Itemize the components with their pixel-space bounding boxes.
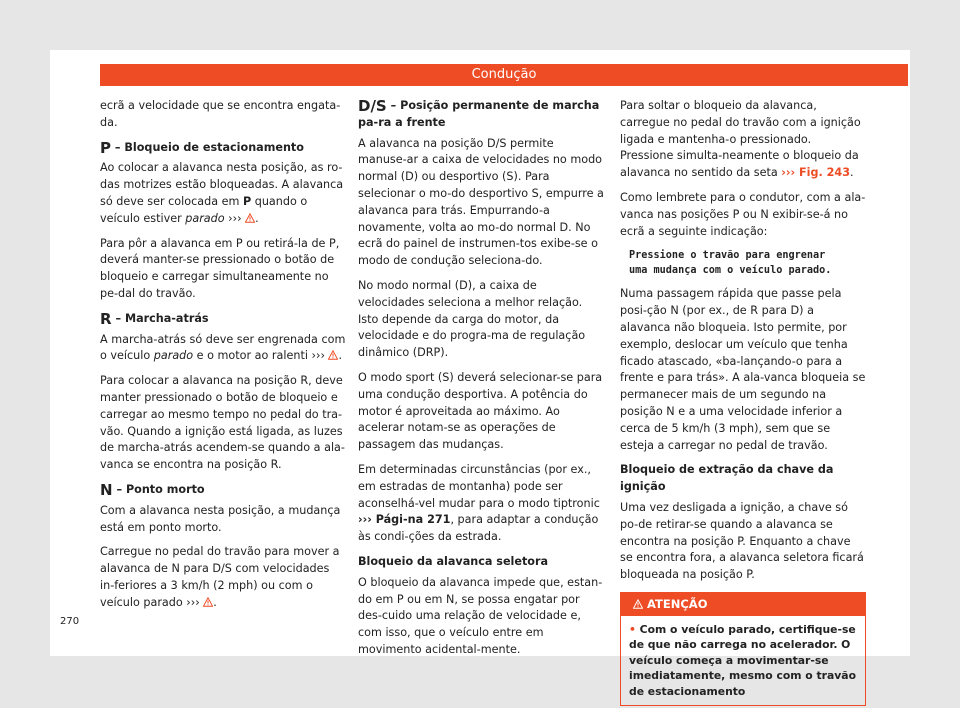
paragraph: Com a alavanca nesta posição, a mudança está em ponto morto. — [100, 503, 341, 534]
paragraph: O bloqueio da alavanca impede que, estan-do em P ou em N, se possa engatar por des-cuido uma relação de velocidade e, com isso, que o veículo entre em movimento acidental-mente. — [358, 575, 603, 656]
subheading-text: – Bloqueio de estacionamento — [111, 140, 304, 154]
manual-page — [50, 50, 910, 698]
text-run: parado — [153, 349, 194, 363]
text-run: Para soltar o bloqueio da alavanca, carregue no pedal do travão com a ignição ligada e mantenha-o pressionado. Pressione simulta-neamente o bloqueio da alavanca no sentido da seta — [620, 99, 861, 180]
paragraph: No modo normal (D), a caixa de velocidades seleciona a melhor relação. Isto depende da carga do motor, da velocidade e do progra-ma de regulação dinâmico (DRP). — [358, 278, 586, 360]
text-run: e o motor ao ralenti ››› — [193, 349, 329, 363]
subheading-text: – Ponto morto — [112, 482, 205, 496]
warning-triangle-icon[interactable] — [245, 213, 255, 223]
subheading: Bloqueio da alavanca seletora — [358, 554, 549, 568]
gear-p-glyph: P — [100, 138, 111, 157]
figure-link[interactable]: ››› Fig. 243 — [781, 166, 850, 180]
gear-n-glyph: N — [100, 480, 113, 499]
paragraph: A alavanca na posição D/S permite manuse-ar a caixa de velocidades no modo normal (D) ou desportivo (S). Para selecionar o mo-do desportivo S, empurre a alavanca para trás. Empurrando-a novamente, volta ao mo-do normal D. No ecrã do painel de instrumen-tos exibe-se o modo de condução seleciona-do. — [358, 136, 604, 268]
text-run: A marcha-atrás só deve ser engrenada com o veículo — [100, 332, 346, 363]
warning-triangle-icon[interactable] — [203, 597, 213, 607]
text-run: Carregue no pedal do travão para mover a alavanca de N para D/S com velocidades in-feriores a 3 km/h (2 mph) ou com o veículo parado ››› — [100, 545, 340, 609]
text-run: P — [242, 194, 252, 208]
paragraph: A marcha-atrás só deve ser engrenada com o veículo parado e o motor ao ralenti ››› . — [100, 332, 346, 363]
paragraph: Ao colocar a alavanca nesta posição, as ro-das motrizes estão bloqueadas. A alavanca só deve ser colocada em P quando o veículo estiver parado ››› . — [100, 161, 344, 225]
text-run: parado — [185, 211, 225, 225]
paragraph: Como lembrete para o condutor, com a ala-vanca nas posições P ou N exibir-se-á no ecrã a seguinte indicação: — [620, 190, 866, 238]
warning-text: Com o veículo parado, certifique-se de que não carrega no acelerador. O veículo começa a movimentar-se imediatamente, mesmo com o travão de estacionamento — [629, 622, 856, 698]
paragraph — [620, 98, 866, 182]
paragraph: Carregue no pedal do travão para mover a alavanca de N para D/S com velocidades in-feriores a 3 km/h (2 mph) ou com o veículo parado ››› . — [100, 545, 340, 609]
text-run: ››› — [224, 211, 246, 225]
page-number: 270 — [60, 616, 80, 627]
text-run: Ao colocar a alavanca nesta posição, as ro-das motrizes estão bloqueadas. A alavanca só deve ser colocada em — [100, 161, 344, 208]
column-middle — [358, 98, 604, 667]
paragraph: Para pôr a alavanca em P ou retirá-la de P, deverá manter-se pressionado o botão de bloqueio e carregar simultaneamente no pe-dal do travão. — [100, 236, 340, 300]
paragraph: Para colocar a alavanca na posição R, deve manter pressionado o botão de bloqueio e carregar ao mesmo tempo no pedal do tra-vão. Quando a ignição está ligada, as luzes de marcha-atrás acendem-se quando a ala-vanca se encontra na posição R. — [100, 374, 345, 472]
warning-box — [620, 592, 866, 706]
display-message: Pressione o travão para engrenar uma mudança com o veículo parado. — [629, 250, 832, 277]
text-run: , para adaptar a condução às condi-ções da estrada. — [358, 513, 599, 544]
warning-body — [621, 616, 865, 706]
column-left — [100, 98, 346, 620]
paragraph: ecrã a velocidade que se encontra engata-da. — [100, 99, 341, 129]
bullet-icon: • — [629, 622, 636, 636]
paragraph — [358, 462, 604, 546]
warning-triangle-icon — [633, 599, 643, 609]
gear-ds-glyph: D/S — [358, 97, 387, 115]
warning-title: ATENÇÃO — [647, 596, 708, 611]
subheading-n — [100, 482, 346, 499]
paragraph: O modo sport (S) deverá selecionar-se para uma condução desportiva. A potência do motor é aproveitada ao máximo. Ao acelerar notam-se as operações de passagem das mudanças. — [358, 370, 603, 452]
subheading-r — [100, 311, 346, 328]
column-right — [620, 98, 866, 706]
warning-triangle-icon[interactable] — [328, 350, 338, 360]
subheading-ds — [358, 98, 604, 132]
section-header: Condução — [100, 64, 908, 86]
subheading-text: – Posição permanente de marcha pa-ra a frente — [358, 99, 600, 129]
page-link[interactable]: ››› Pági-na 271 — [358, 513, 451, 527]
text-run: quando o veículo estiver — [100, 194, 308, 225]
subheading-p — [100, 140, 346, 157]
paragraph: Numa passagem rápida que passe pela posi-ção N (por ex., de R para D) a alavanca não bloqueia. Isto permite, por exemplo, deslocar um veículo que tenha ficado atascado, «ba-lançando-o para a frente e para trás». A ala-vanca bloqueia se permanecer mais de um segundo na posição N e a uma velocidade inferior a cerca de 5 km/h (3 mph), sem que se esteja a carregar no pedal de travão. — [620, 287, 866, 452]
text-run: . — [849, 166, 854, 180]
subheading-text: – Marcha-atrás — [111, 311, 209, 325]
subheading: Bloqueio de extração da chave da ignição — [620, 463, 834, 494]
paragraph: Uma vez desligada a ignição, a chave só po-de retirar-se quando a alavanca se encontra na posição P. Enquanto a chave se encontra fora, a alavanca seletora ficará bloqueada na posição P. — [620, 500, 864, 582]
warning-header — [621, 593, 865, 616]
gear-r-glyph: R — [100, 309, 112, 328]
text-run: Em determinadas circunstâncias (por ex., em estradas de montanha) pode ser aconselhá-vel mudar para o modo tiptronic — [358, 462, 600, 510]
